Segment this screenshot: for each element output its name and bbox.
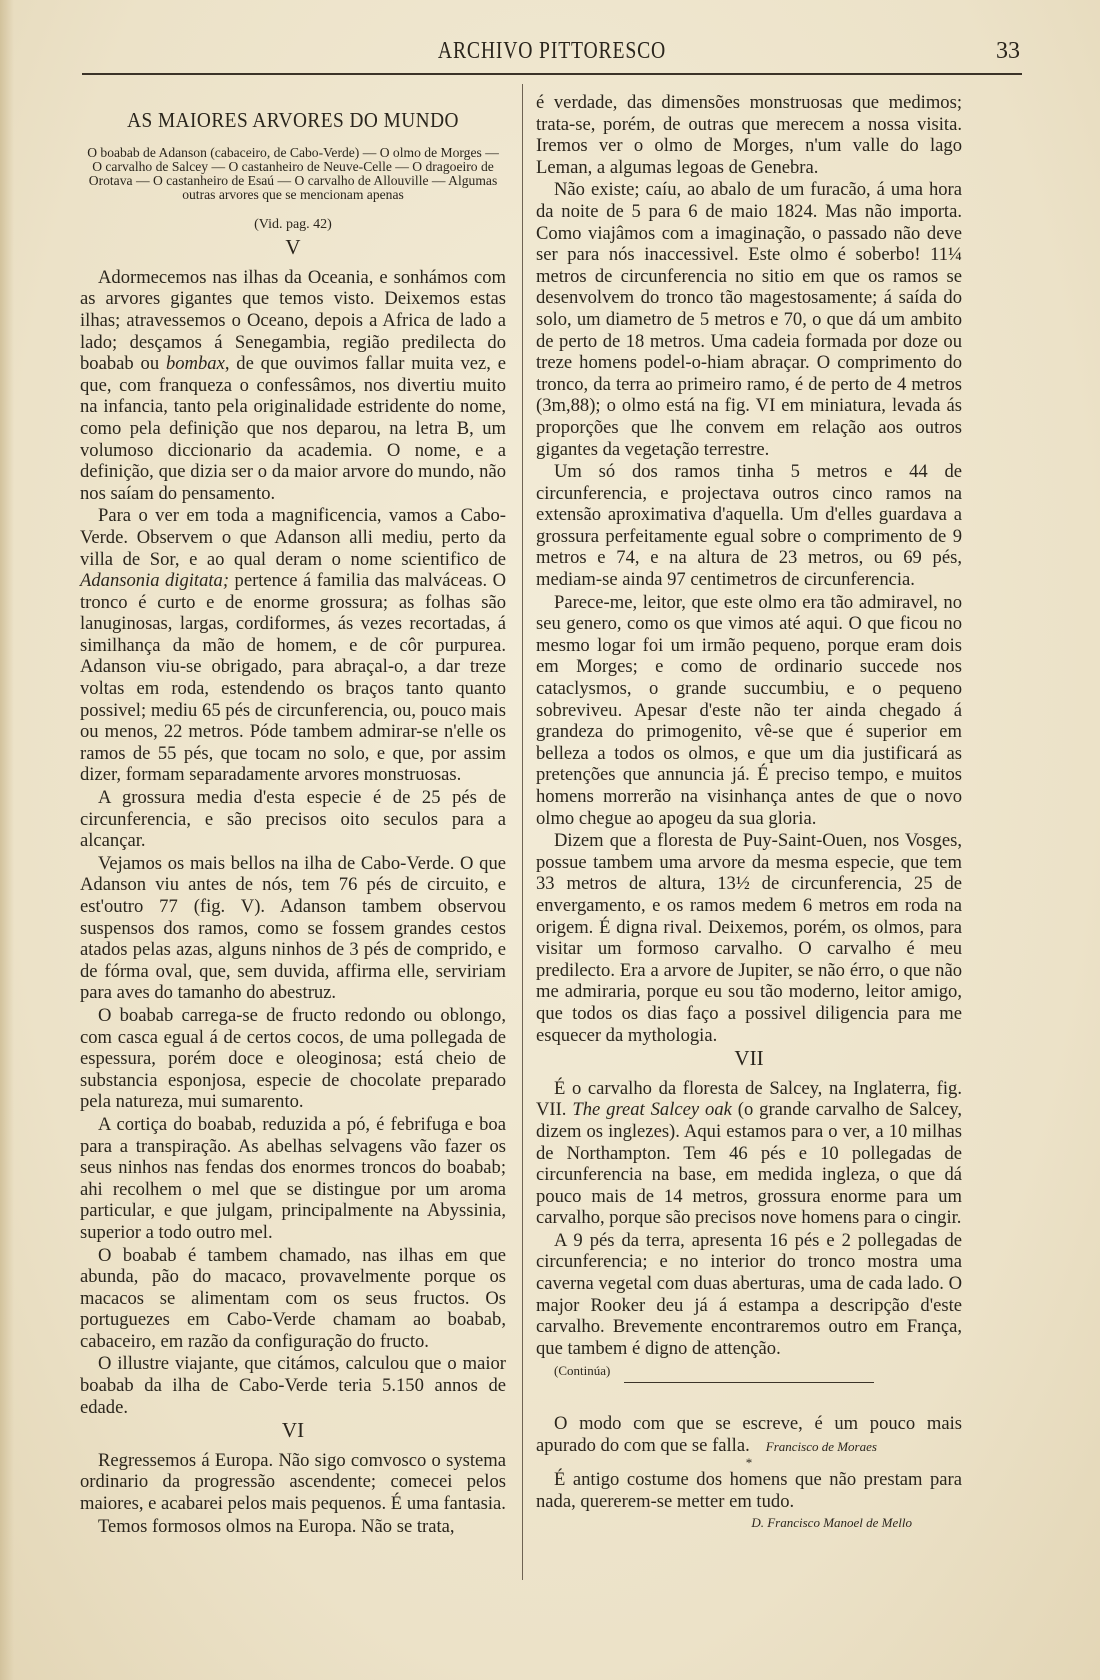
paragraph: Adormecemos nas ilhas da Oceania, e sonhámos com as arvores gigantes que temos visto. Deixemos estas ilhas; atravessemos o Oceano, depois a Africa de lado a lado; desçamos á Senegambia, região predilecta do boabab ou bombax, de que ouvimos fallar muita vez, e que, com franqueza o confessâmos, nos divertiu muito na infancia, tanto pela originalidade estridente do nome, como pela definição que nos deparou, na letra B, um volumoso diccionario da academia. O nome, e a definição, que dizia ser o da maior arvore do mundo, não nos saíam do pensamento.: [80, 266, 506, 504]
asterisk-separator: *: [745, 1455, 753, 1471]
running-title: ARCHIVO PITTORESCO: [437, 38, 667, 64]
right-column: [536, 92, 962, 1534]
paragraph: Não existe; caíu, ao abalo de um furacão, á uma hora da noite de 5 para 6 de maio 1824. Mas não importa. Como viajâmos com a imaginação, o passado não deve ser para nós inaccessivel. Este olmo é soberbo! 11¼ metros de circunferencia no sitio em que os ramos se desenvolvem do tronco tão magestosamente; á saída do solo, um diametro de 5 metros e 70, o que dá um ambito de perto de 18 metros. Uma cadeia formada por doze ou treze homens podel-o-hiam abraçar. O comprimento do tronco, da terra ao primeiro ramo, é de perto de 4 metros (3m,88); o olmo está na fig. VI em miniatura, levada ás proporções que lhe convem em relação aos outros gigantes da vegetação terrestre.: [536, 179, 962, 460]
paragraph: O boabab carrega-se de fructo redondo ou oblongo, com casca egual á de certos cocos, de uma pollegada de espessura, porém doce e oleoginosa; está cheio de substancia esponjosa, especie de chocolate preparado pela natureza, mui sumarento.: [80, 1004, 506, 1113]
article-summary: O boabab de Adanson (cabaceiro, de Cabo-Verde) — O olmo de Morges — O carvalho de Salcey — O castanheiro de Neuve-Celle — O dragoeiro de Orotava — O castanheiro de Esaú — O carvalho de Allouville — Algumas outras arvores que se mencionam apenas: [87, 144, 499, 202]
column-divider: [522, 84, 523, 1580]
paragraph: Dizem que a floresta de Puy-Saint-Ouen, nos Vosges, possue tambem uma arvore da mesma especie, que tem 33 metros de altura, 13½ de circunferencia, 25 de envergamento, e os ramos medem 6 metros em roda na origem. É digna rival. Deixemos, porém, os olmos, para visitar um formoso carvalho. O carvalho é meu predilecto. Era a arvore de Jupiter, se não érro, o que não me admiraria, porque eu sou tão moderno, leitor amigo, que todos os dias faço a possivel diligencia para me esquecer da mythologia.: [536, 830, 962, 1046]
paragraph: O boabab é tambem chamado, nas ilhas em que abunda, pão do macaco, provavelmente porque os macacos se alimentam com os seus fructos. Os portuguezes em Cabo-Verde chamam ao boabab, cabaceiro, em razão da configuração do fructo.: [80, 1244, 506, 1352]
article-title: AS MAIORES ARVORES DO MUNDO: [127, 108, 459, 132]
section-number-vii: VII: [734, 1046, 764, 1071]
page-header: [80, 34, 1024, 74]
paragraph: Regressemos á Europa. Não sigo comvosco o systema ordinario da progressão ascendente; comecei pelos maiores, e acabarei pelos mais pequenos. É uma fantasia.: [80, 1449, 506, 1515]
paragraph: Parece-me, leitor, que este olmo era tão admiravel, no seu genero, como os que vimos até aqui. O que ficou no mesmo logar foi um irmão pequeno, porque eram dois em Morges; e como de ordinario succede nos cataclysmos, o grande succumbiu, e o pequeno sobreviveu. Apesar d'este não ter ainda chegado á grandeza do primogenito, vê-se que é superior em belleza a todos os olmos, e que um dia justificará as pretenções que annuncia já. É preciso tempo, e muitos homens morrerão na visinhança antes de que o novo olmo chegue ao apogeu da sua gloria.: [536, 591, 962, 829]
quote-author: Francisco de Moraes: [765, 1438, 877, 1454]
paragraph: Temos formosos olmos na Europa. Não se trata,: [98, 1515, 455, 1537]
paragraph: Um só dos ramos tinha 5 metros e 44 de circunferencia, e projectava outros cinco ramos na extensão aproximativa d'aquella. Um d'elles guardava a grossura perfeitamente egual sobre o comprimento de 9 metros e 74, e na altura de 23 metros, ou 69 pés, mediam-se ainda 97 centimetros de circunferencia.: [536, 461, 962, 591]
page-reference: (Vid. pag. 42): [254, 216, 332, 232]
paragraph: A grossura media d'esta especie é de 25 pés de circunferencia, e são precisos oito seculos para a alcançar.: [80, 787, 506, 852]
section-number-v: V: [285, 235, 301, 260]
section-number-vi: VI: [281, 1418, 305, 1443]
header-rule: [82, 73, 1022, 75]
left-column: [80, 92, 506, 1537]
paragraph: A cortiça do boabab, reduzida a pó, é febrifuga e boa para a transpiração. As abelhas selvagens vão fazer os seus ninhos nas fendas dos enormes troncos do boabab; ahi recolhem o mel que se distingue por um aroma particular, e que julgam, principalmente na Abyssinia, superior a todo outro mel.: [80, 1113, 506, 1243]
quote-block: [536, 1413, 962, 1534]
page-number: 33: [996, 38, 1020, 64]
paragraph: É o carvalho da floresta de Salcey, na Inglaterra, fig. VII. The great Salcey oak (o grande carvalho de Salcey, dizem os inglezes). Aqui estamos para o ver, a 10 milhas de Northampton. Tem 46 pés e 10 pollegadas de circunferencia na base, em medida ingleza, o que dá pouco mais de 14 metros, grossura enorme para um carvalho, porque são precisos nove homens para o cingir.: [536, 1077, 962, 1229]
binding-edge: [0, 0, 14, 1680]
paragraph: O illustre viajante, que citámos, calculou que o maior boabab da ilha de Cabo-Verde teria 5.150 annos de edade.: [80, 1353, 506, 1418]
separator-rule: [624, 1382, 874, 1383]
paragraph: Vejamos os mais bellos na ilha de Cabo-Verde. O que Adanson viu antes de nós, tem 76 pés de circuito, e est'outro 77 (fig. V). Adanson tambem observou suspensos dos ramos, como se fossem grandes cestos atados pelas azas, alguns ninhos de 3 pés de comprido, e de fórma oval, que, sem duvida, affirma elle, serviriam para aves do tamanho do abestruz.: [80, 852, 506, 1004]
quote-author: D. Francisco Manoel de Mello: [751, 1515, 912, 1531]
quote: É antigo costume dos homens que não prestam para nada, quererem-se metter em tudo.: [536, 1469, 962, 1512]
quote: O modo com que se escreve, é um pouco mais apurado do com que se falla. Francisco de Moraes: [536, 1413, 962, 1456]
paragraph: A 9 pés da terra, apresenta 16 pés e 2 pollegadas de circunferencia; e no interior do tronco mostra uma caverna vegetal com duas aberturas, uma de cada lado. O major Rooker deu já á estampa a descripção d'este carvalho. Brevemente encontraremos outro em França, que tambem é digno de attenção.: [536, 1229, 962, 1359]
to-be-continued: (Continúa): [554, 1363, 611, 1379]
paragraph: Para o ver em toda a magnificencia, vamos a Cabo-Verde. Observem o que Adanson alli mediu, perto da villa de Sor, e ao qual deram o nome scientifico de Adansonia digitata; pertence á familia das malváceas. O tronco é curto e de enorme grossura; as folhas são lanuginosas, largas, cordiformes, ás vezes recortadas, á similhança da mão de homem, e de côr purpurea. Adanson viu-se obrigado, para abraçal-o, a dar treze voltas em roda, estendendo os braços tanto quanto possivel; mediu 65 pés de circunferencia, ou, pouco mais ou menos, 22 metros. Póde tambem admirar-se n'elle os ramos de 55 pés, que tocam no solo, e que, por assim dizer, formam separadamente arvores monstruosas.: [80, 505, 507, 786]
paragraph: é verdade, das dimensões monstruosas que medimos; trata-se, porém, de outras que merecem a nossa visita. Iremos ver o olmo de Morges, n'um valle do lago Leman, a algumas legoas de Genebra.: [536, 92, 962, 178]
